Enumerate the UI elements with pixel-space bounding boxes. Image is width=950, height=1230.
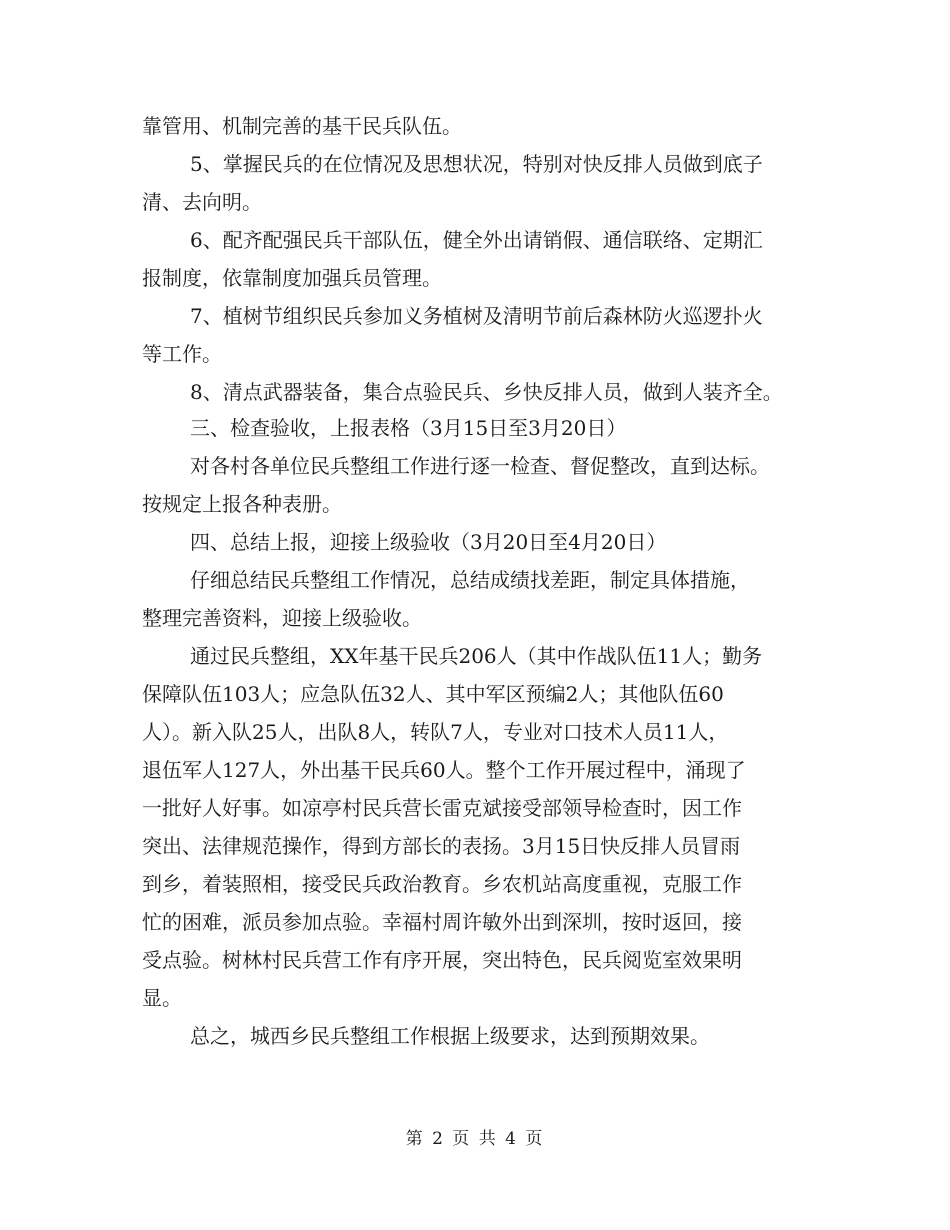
text-line: 总之，城西乡民兵整组工作根据上级要求，达到预期效果。 <box>190 1024 710 1048</box>
text-line: 清、去向明。 <box>142 190 262 214</box>
text-line: 7、植树节组织民兵参加义务植树及清明节前后森林防火巡逻扑火 <box>190 304 763 328</box>
text-line: 显。 <box>142 986 182 1010</box>
section-heading-3: 三、检查验收，上报表格（3月15日至3月20日） <box>190 416 627 440</box>
section-heading-4: 四、总结上报，迎接上级验收（3月20日至4月20日） <box>190 530 667 554</box>
text-line: 整理完善资料，迎接上级验收。 <box>142 606 422 630</box>
page-number-footer: 第 2 页 共 4 页 <box>405 1129 545 1149</box>
text-line: 保障队伍103人；应急队伍32人、其中军区预编2人；其他队伍60 <box>142 682 724 706</box>
text-line: 仔细总结民兵整组工作情况，总结成绩找差距，制定具体措施， <box>190 568 750 592</box>
text-line: 到乡，着装照相，接受民兵政治教育。乡农机站高度重视，克服工作 <box>142 872 742 896</box>
text-line: 突出、法律规范操作，得到方部长的表扬。3月15日快反排人员冒雨 <box>142 834 741 858</box>
text-line: 按规定上报各种表册。 <box>142 492 342 516</box>
text-line: 忙的困难，派员参加点验。幸福村周许敏外出到深圳，按时返回，接 <box>142 910 742 934</box>
text-line: 一批好人好事。如凉亭村民兵营长雷克斌接受部领导检查时，因工作 <box>142 796 742 820</box>
text-line: 8、清点武器装备，集合点验民兵、乡快反排人员，做到人装齐全。 <box>190 380 783 404</box>
text-line: 报制度，依靠制度加强兵员管理。 <box>142 266 442 290</box>
text-line: 受点验。树林村民兵营工作有序开展，突出特色，民兵阅览室效果明 <box>142 948 742 972</box>
text-line: 5、掌握民兵的在位情况及思想状况，特别对快反排人员做到底子 <box>190 152 763 176</box>
text-line: 退伍军人127人，外出基干民兵60人。整个工作开展过程中，涌现了 <box>142 758 746 782</box>
text-line: 人）。新入队25人，出队8人，转队7人，专业对口技术人员11人， <box>142 720 729 744</box>
text-line: 通过民兵整组，XX年基干民兵206人（其中作战队伍11人；勤务 <box>190 644 763 668</box>
text-line: 6、配齐配强民兵干部队伍，健全外出请销假、通信联络、定期汇 <box>190 228 763 252</box>
text-line: 等工作。 <box>142 342 222 366</box>
text-line: 靠管用、机制完善的基干民兵队伍。 <box>142 114 462 138</box>
text-line: 对各村各单位民兵整组工作进行逐一检查、督促整改，直到达标。 <box>190 454 770 478</box>
